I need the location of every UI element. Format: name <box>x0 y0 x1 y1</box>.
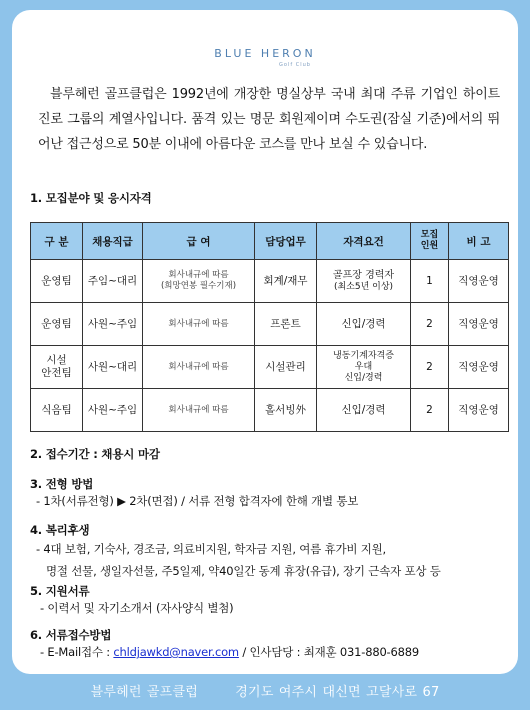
cell-note: 직영운영 <box>449 303 509 346</box>
cell-duty: 프론트 <box>255 303 317 346</box>
header-duty: 담당업무 <box>255 223 317 260</box>
cell-pay: 회사내규에 따름 <box>143 346 255 389</box>
cell-duty: 회계/재무 <box>255 260 317 303</box>
cell-count: 2 <box>411 346 449 389</box>
cell-pay: 회사내규에 따름 <box>143 303 255 346</box>
cell-grade: 사원~주임 <box>83 389 143 432</box>
cell-grade: 주임~대리 <box>83 260 143 303</box>
footer-address: 경기도 여주시 대신면 고달사로 67 <box>235 685 440 700</box>
logo-sub-text: Golf Club <box>279 62 311 68</box>
cell-requirements <box>317 346 411 389</box>
cell-requirements: 신입/경력 <box>317 389 411 432</box>
cell-note: 직영운영 <box>449 260 509 303</box>
section4-title: 4. 복리후생 <box>30 523 90 537</box>
table-header-row <box>31 223 509 260</box>
hr-contact: / 인사담당 : 최재훈 031-880-6889 <box>238 645 419 659</box>
section3-title: 3. 전형 방법 <box>30 477 94 491</box>
cell-dept: 시설 안전팀 <box>31 346 83 389</box>
footer <box>0 681 530 700</box>
logo <box>12 42 518 68</box>
header-requirements: 자격요건 <box>317 223 411 260</box>
req-line1: 냉동기계자격증 <box>333 350 394 361</box>
header-note: 비 고 <box>449 223 509 260</box>
selection-process-text: - 1차(서류전형) ▶ 2차(면접) / 서류 전형 합격자에 한해 개별 통보 <box>36 494 359 508</box>
cell-note: 직영운영 <box>449 389 509 432</box>
intro-paragraph: 블루헤런 골프클럽은 1992년에 개장한 명실상부 국내 최대 주류 기업인 하이트진로 그룹의 계열사입니다. 품격 있는 명문 회원제이며 수도권(잠실 기준)에서의 뛰어난 접근성으로 50분 이내에 아름다운 코스를 만나 보실 수 있습니다. <box>38 87 500 152</box>
req-line2: 우대 <box>354 361 373 372</box>
recruit-table <box>30 222 509 432</box>
documents-text: - 이력서 및 자기소개서 (자사양식 별첨) <box>40 601 234 615</box>
table-row <box>31 303 509 346</box>
benefits-line2: 명절 선물, 생일자선물, 주5일제, 약40일간 동계 휴장(유급), 장기 근속자 포상 등 <box>46 564 441 578</box>
logo-brand-text: BLUE HERON <box>214 47 316 60</box>
table-row <box>31 260 509 303</box>
section5-title: 5. 지원서류 <box>30 584 90 598</box>
email-prefix: - E-Mail접수 : <box>40 645 114 659</box>
cell-requirements <box>317 260 411 303</box>
cell-duty: 홀서빙外 <box>255 389 317 432</box>
section1-title: 1. 모집분야 및 응시자격 <box>30 191 152 205</box>
benefits-line1: - 4대 보험, 기숙사, 경조금, 의료비지원, 학자금 지원, 여름 휴가비 지원, <box>36 542 386 556</box>
application-method <box>40 644 419 660</box>
cell-count: 2 <box>411 389 449 432</box>
section6-title: 6. 서류접수방법 <box>30 628 112 642</box>
table-row <box>31 346 509 389</box>
content-card <box>12 10 518 674</box>
cell-dept: 운영팀 <box>31 303 83 346</box>
cell-duty: 시설관리 <box>255 346 317 389</box>
cell-dept: 식음팀 <box>31 389 83 432</box>
req-line1: 골프장 경력자 <box>332 269 395 281</box>
cell-dept: 운영팀 <box>31 260 83 303</box>
cell-requirements: 신입/경력 <box>317 303 411 346</box>
header-dept: 구 분 <box>31 223 83 260</box>
req-line2: (최소5년 이상) <box>333 281 394 292</box>
cell-grade: 사원~주임 <box>83 303 143 346</box>
section2-title: 2. 접수기간 : 채용시 마감 <box>30 447 160 461</box>
table-row <box>31 389 509 432</box>
header-pay: 급 여 <box>143 223 255 260</box>
pay-line2: (희망연봉 필수기재) <box>160 281 237 291</box>
req-line3: 신입/경력 <box>344 372 383 383</box>
cell-pay: 회사내규에 따름 <box>143 389 255 432</box>
pay-line1: 회사내규에 따름 <box>168 270 229 280</box>
footer-club-name: 블루헤런 골프클럽 <box>90 685 198 700</box>
cell-count: 2 <box>411 303 449 346</box>
cell-note: 직영운영 <box>449 346 509 389</box>
header-count: 모집 인원 <box>411 223 449 260</box>
cell-count: 1 <box>411 260 449 303</box>
cell-pay <box>143 260 255 303</box>
header-grade: 채용직급 <box>83 223 143 260</box>
cell-grade: 사원~대리 <box>83 346 143 389</box>
email-link[interactable]: chldjawkd@naver.com <box>113 645 239 659</box>
